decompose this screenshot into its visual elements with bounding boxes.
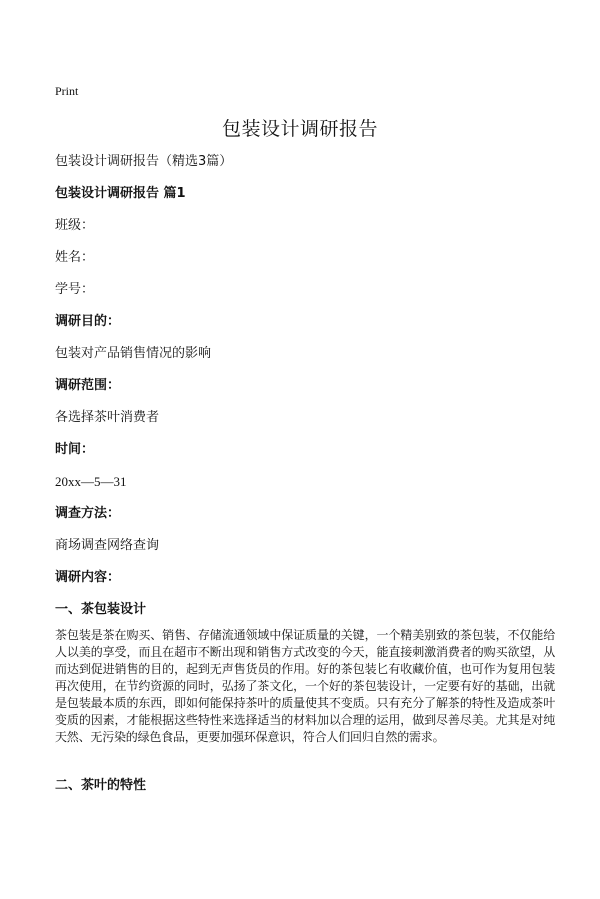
document-title: 包装设计调研报告 — [221, 118, 378, 140]
method-heading: 调查方法： — [55, 506, 121, 521]
scope-value: 各选择茶叶消费者 — [55, 410, 160, 425]
print-label: Print — [55, 84, 79, 98]
class-label: 班级： — [55, 218, 95, 233]
content-heading: 调研内容： — [55, 570, 121, 585]
document-subtitle: 包装设计调研报告（精选3篇） — [55, 154, 233, 169]
section-one-heading: 一、茶包装设计 — [55, 602, 147, 617]
purpose-heading: 调研目的： — [55, 314, 121, 329]
time-heading: 时间： — [55, 442, 95, 457]
section-two-heading: 二、茶叶的特性 — [55, 778, 147, 793]
scope-heading: 调研范围： — [55, 378, 121, 393]
name-label: 姓名： — [55, 250, 95, 265]
method-value: 商场调查网络查询 — [55, 538, 160, 553]
student-id-label: 学号： — [55, 282, 95, 297]
section-heading: 包装设计调研报告 篇1 — [55, 186, 186, 201]
section-one-body: 茶包装是茶在购买、销售、存储流通领域中保证质量的关键，一个精美别致的茶包装，不仅能给人以美的享受，而且在超市不断出现和销售方式改变的今天，能直接刺激消费者的购买欲望，从而达到促进销售的目的，起到无声售货员的作用。好的茶包装匕有收藏价值，也可作为复用包装再次使用，在节约资源的同时，弘扬了茶文化，一个好的茶包装设计，一定要有好的基础，出就是包装最本质的东西，即如何能保持茶叶的质量使其不变质。只有充分了解茶的特性及造成茶叶变质的因素，才能根据这些特性来选择适当的材料加以合理的运用，做到尽善尽美。尤其是对纯天然、无污染的绿色食品，更要加强环保意识，符合人们回归自然的需求。 — [55, 628, 555, 744]
time-value: 20xx—5—31 — [55, 474, 127, 489]
purpose-value: 包装对产品销售情况的影响 — [55, 346, 212, 361]
